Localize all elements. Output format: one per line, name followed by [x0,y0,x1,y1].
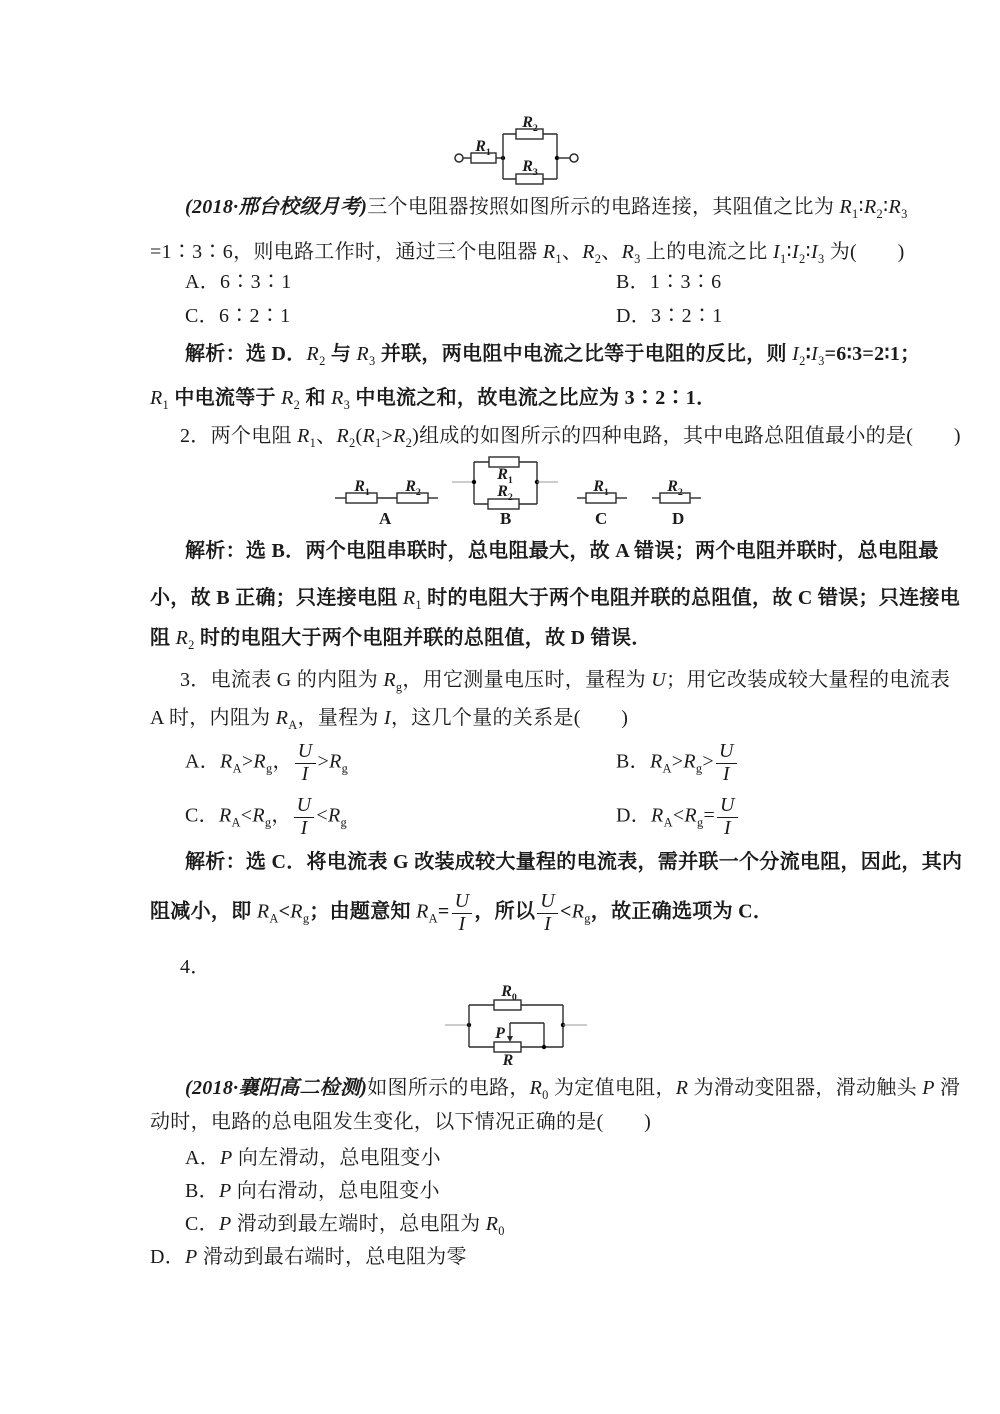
q3-option-c: C．$R_A<R_g$， $\frac{U}{I}$ $<R_g$ [185,794,348,839]
circuit2a-r1-label: $R_1$ [354,478,370,499]
terminal-right [570,154,578,162]
circuit4-r0-label: $R_0$ [501,983,517,1004]
circuit2c-r1-label: $R_1$ [593,478,609,499]
circuit4-p-label: P [495,1025,505,1042]
q1-option-d: D．3∶2∶1 [616,305,723,327]
circuit2-caption-c: C [595,509,608,528]
terminal-left [455,154,463,162]
q2-analysis-line2: 小，故 B 正确；只连接电阻 $R_1$ 时的电阻大于两个电阻并联的总阻值，故 C 错误；只连接电 [150,587,961,612]
q1-option-b: B．1∶3∶6 [616,271,722,293]
circuit2a-r2-label: $R_2$ [405,478,421,499]
q2-analysis-line1: 解析：选 B．两个电阻串联时，总电阻最大，故 A 错误；两个电阻并联时，总电阻最 [185,540,939,562]
circuit2b-r1-label: $R_1$ [497,466,513,487]
circuit1-r2-label: $R_2$ [522,114,538,135]
q4-text-line1: (2018·襄阳高二检测)如图所示的电路，$R_0$ 为定值电阻，R 为滑动变阻器，滑动触头 P 滑 [185,1077,961,1102]
q4-number: 4． [180,956,211,978]
q4-option-d: D．P 滑动到最右端时，总电阻为零 [150,1246,467,1268]
circuit-q2-figure [330,452,710,512]
q3-option-b: B．$R_A>R_g>$ $\frac{U}{I}$ [616,741,739,785]
q1-analysis-line1: 解析：选 D．$R_2$ 与 $R_3$ 并联，两电阻中电流之比等于电阻的反比，则 $I_2∶I_3=6∶3=2∶1$； [185,343,921,368]
circuit1-r3-label: $R_3$ [522,158,538,179]
q2-text-line1: 2．两个电阻 $R_1$、$R_2(R_1>R_2)$组成的如图所示的四种电路，其中电路总阻值最小的是( ) [180,425,961,450]
q4-option-c: C．P 滑动到最左端时，总电阻为 $R_0$ [185,1213,505,1238]
q4-text-line2: 动时，电路的总电阻发生变化，以下情况正确的是( ) [150,1111,652,1133]
q4-option-b: B．P 向右滑动，总电阻变小 [185,1180,440,1202]
q1-analysis-line2: $R_1$ 中电流等于 $R_2$ 和 $R_3$ 中电流之和，故电流之比应为 3∶2∶1． [150,387,717,412]
circuit2d-r2-label: $R_2$ [667,478,683,499]
q3-text-line1: 3．电流表 G 的内阻为 $R_g$，用它测量电压时，量程为 U；用它改装成较大量程的电流表 [180,669,951,694]
q3-analysis-line1: 解析：选 C．将电流表 G 改装成较大量程的电流表，需并联一个分流电阻，因此，其内 [185,851,963,873]
circuit4-r-label: R [502,1052,514,1069]
circuit1-r1-label: $R_1$ [475,138,491,159]
q4-option-a: A．P 向左滑动，总电阻变小 [185,1147,441,1169]
q3-option-a: A．$R_A>R_g$， $\frac{U}{I}$ $>R_g$ [185,740,349,785]
circuit2-caption-b: B [500,509,512,528]
q1-option-a: A．6∶3∶1 [185,271,292,293]
circuit2b-r2-label: $R_2$ [497,483,513,504]
q2-analysis-line3: 阻 $R_2$ 时的电阻大于两个电阻并联的总阻值，故 D 错误． [150,627,652,652]
q3-analysis-line2: 阻减小，即 $R_A<R_g$；由题意知 $R_A=$ $\frac{U}{I}$ ，所以 $\frac{U}{I}$ $<R_g$，故正确选项为 C． [150,890,774,935]
circuit2-caption-d: D [672,509,685,528]
rheostat-r [494,1042,521,1052]
resistor-r3 [516,174,543,184]
q1-text-line2: =1∶3∶6，则电路工作时，通过三个电阻器 $R_1$、$R_2$、$R_3$ 上的电流之比 $I_1∶I_2∶I_3$ 为( ) [150,241,905,266]
circuit2-caption-a: A [379,509,392,528]
q3-text-line2: A 时，内阻为 $R_A$，量程为 I，这几个量的关系是( ) [150,707,629,732]
resistor-r0 [494,1000,521,1010]
q3-option-d: D．$R_A<R_g=$ $\frac{U}{I}$ [616,795,740,839]
q1-text-line1: (2018·邢台校级月考)三个电阻器按照如图所示的电路连接，其阻值之比为 $R_1∶R_2∶R_3$ [185,196,908,221]
q1-option-c: C．6∶2∶1 [185,305,291,327]
